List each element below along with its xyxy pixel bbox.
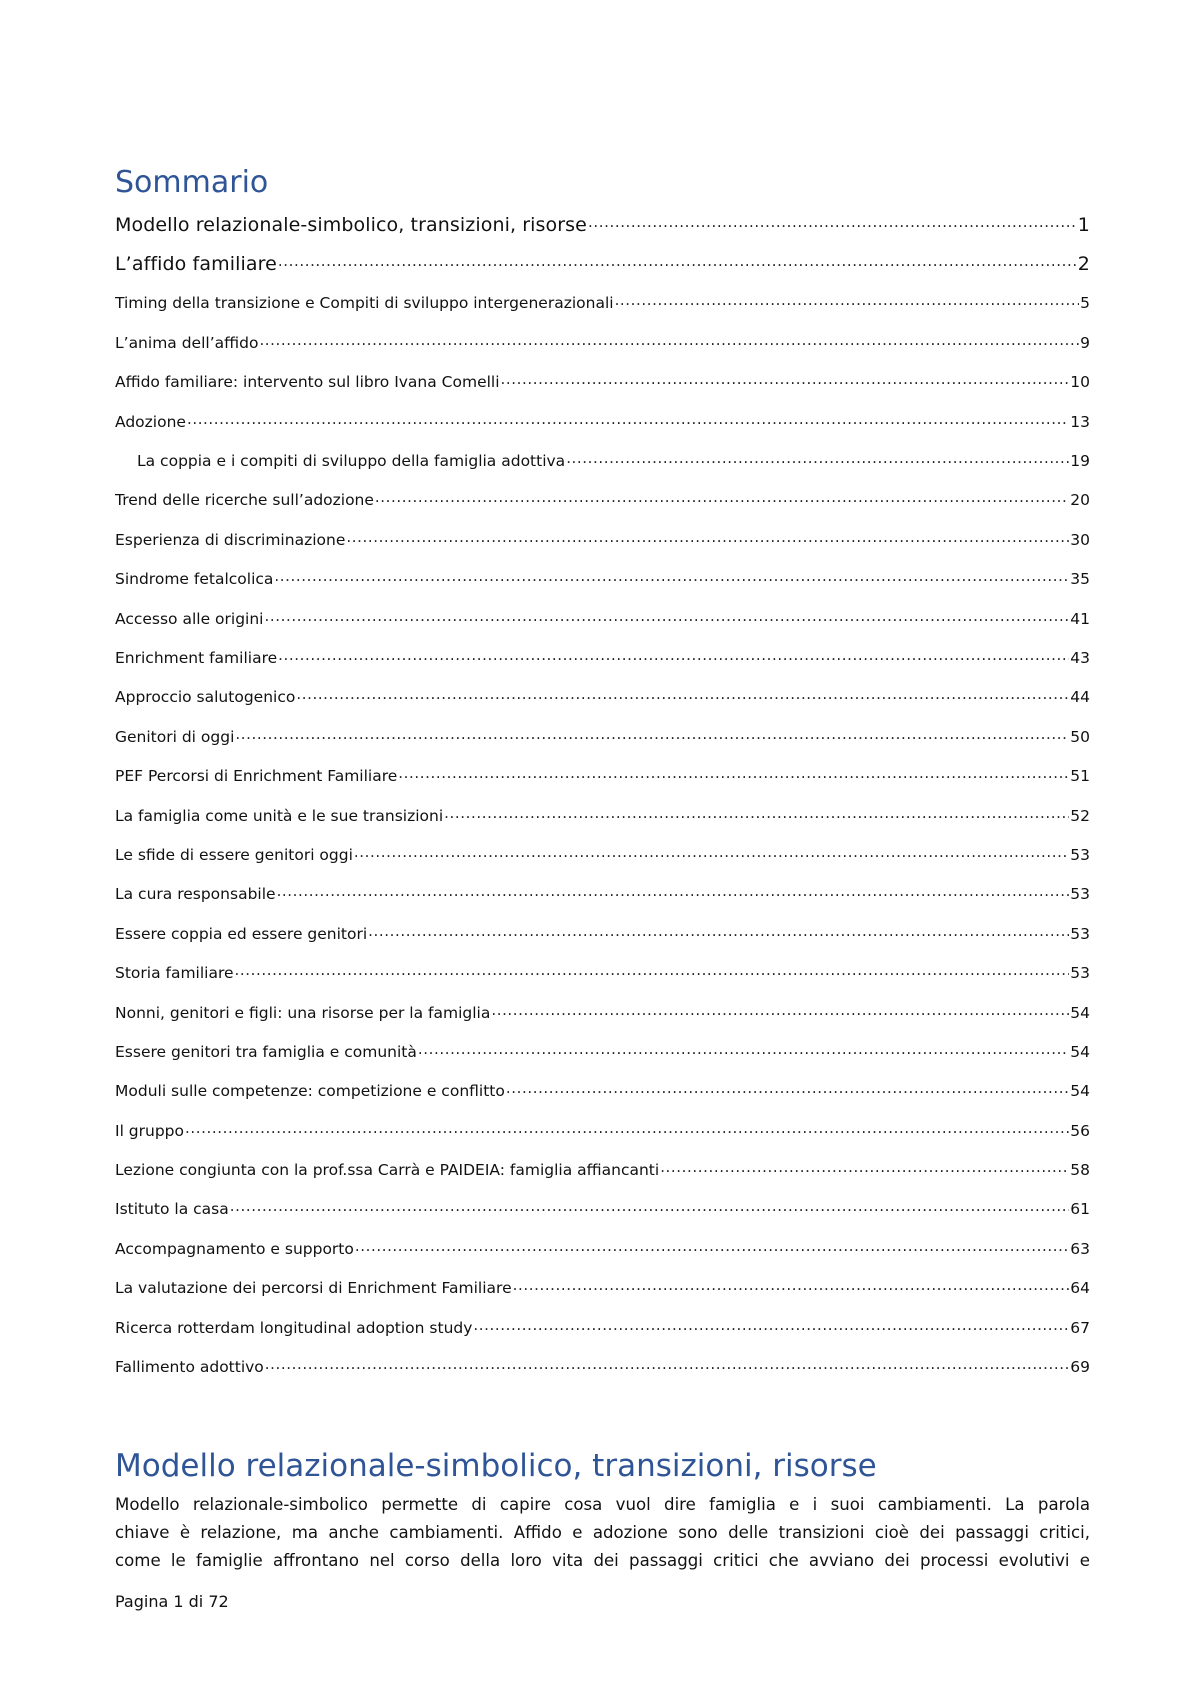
- toc-entry-label[interactable]: Moduli sulle competenze: competizione e conflitto: [115, 1082, 505, 1101]
- toc-entry[interactable]: [115, 1150, 1090, 1189]
- toc-entry-page-number[interactable]: 43: [1070, 648, 1090, 667]
- toc-entry-label[interactable]: Enrichment familiare: [115, 648, 278, 667]
- toc-entry[interactable]: [115, 599, 1090, 638]
- toc-entry[interactable]: [115, 638, 1090, 677]
- toc-entry-label[interactable]: Lezione congiunta con la prof.ssa Carrà e PAIDEIA: famiglia affiancanti: [115, 1161, 660, 1180]
- toc-entry-page-number[interactable]: 56: [1070, 1121, 1090, 1140]
- table-of-contents: [115, 205, 1090, 1387]
- body-line: come le famiglie affrontano nel corso della loro vita dei passaggi critici che avviano dei processi evolutivi e: [115, 1551, 1090, 1570]
- toc-entry[interactable]: [115, 1229, 1090, 1268]
- toc-entry-page-number[interactable]: 20: [1070, 491, 1090, 510]
- toc-entry[interactable]: [115, 796, 1090, 835]
- toc-entry-page-number[interactable]: 54: [1070, 1042, 1090, 1061]
- toc-entry-page-number[interactable]: 52: [1070, 806, 1090, 825]
- toc-entry-label[interactable]: Trend delle ricerche sull’adozione: [115, 491, 374, 510]
- toc-dot-leader: [506, 1083, 1069, 1099]
- toc-entry[interactable]: [115, 481, 1090, 520]
- toc-entry-page-number[interactable]: 54: [1070, 1082, 1090, 1101]
- toc-dot-leader: [444, 808, 1069, 824]
- toc-dot-leader: [375, 492, 1069, 508]
- toc-entry-page-number[interactable]: 5: [1080, 294, 1090, 313]
- toc-dot-leader: [187, 414, 1069, 430]
- toc-entry-label[interactable]: Storia familiare: [115, 964, 234, 983]
- toc-entry-page-number[interactable]: 53: [1070, 845, 1090, 864]
- toc-entry-page-number[interactable]: 67: [1070, 1318, 1090, 1337]
- toc-entry-page-number[interactable]: 1: [1077, 213, 1090, 236]
- toc-dot-leader: [501, 374, 1070, 390]
- toc-dot-leader: [278, 256, 1077, 272]
- toc-entry-label[interactable]: La famiglia come unità e le sue transizioni: [115, 806, 444, 825]
- toc-entry-page-number[interactable]: 69: [1070, 1358, 1090, 1377]
- toc-entry[interactable]: [115, 363, 1090, 402]
- toc-entry-label[interactable]: La valutazione dei percorsi di Enrichment Familiare: [115, 1279, 512, 1298]
- toc-entry-label[interactable]: Modello relazionale-simbolico, transizioni, risorse: [115, 213, 587, 236]
- toc-dot-leader: [278, 650, 1069, 666]
- toc-entry[interactable]: [115, 520, 1090, 559]
- toc-entry-label[interactable]: Essere coppia ed essere genitori: [115, 924, 368, 943]
- toc-entry-page-number[interactable]: 2: [1077, 253, 1090, 276]
- body-line: Modello relazionale-simbolico permette di capire cosa vuol dire famiglia e i suoi cambiamenti. La parola: [115, 1495, 1090, 1514]
- body-line: chiave è relazione, ma anche cambiamenti. Affido e adozione sono delle transizioni cioè dei passaggi critici,: [115, 1523, 1090, 1542]
- toc-entry-page-number[interactable]: 63: [1070, 1239, 1090, 1258]
- toc-dot-leader: [185, 1123, 1069, 1139]
- toc-entry[interactable]: [115, 441, 1090, 480]
- toc-entry[interactable]: [115, 1269, 1090, 1308]
- toc-entry[interactable]: [115, 284, 1090, 323]
- toc-entry-label[interactable]: L’affido familiare: [115, 253, 277, 276]
- toc-entry-label[interactable]: La coppia e i compiti di sviluppo della famiglia adottiva: [137, 452, 566, 471]
- toc-entry-page-number[interactable]: 9: [1080, 333, 1090, 352]
- toc-entry-label[interactable]: Adozione: [115, 412, 186, 431]
- toc-entry-label[interactable]: Affido familiare: intervento sul libro Ivana Comelli: [115, 373, 500, 392]
- toc-entry-page-number[interactable]: 35: [1070, 570, 1090, 589]
- toc-entry[interactable]: [115, 1111, 1090, 1150]
- toc-entry-page-number[interactable]: 53: [1070, 885, 1090, 904]
- toc-entry-page-number[interactable]: 44: [1070, 688, 1090, 707]
- toc-entry-label[interactable]: Timing della transizione e Compiti di sviluppo intergenerazionali: [115, 294, 614, 313]
- toc-title: Sommario: [115, 165, 269, 200]
- toc-entry[interactable]: [115, 323, 1090, 362]
- toc-entry-label[interactable]: Accesso alle origini: [115, 609, 264, 628]
- toc-dot-leader: [513, 1280, 1070, 1296]
- toc-dot-leader: [588, 217, 1077, 233]
- toc-entry-label[interactable]: Genitori di oggi: [115, 727, 235, 746]
- toc-entry-label[interactable]: Le sfide di essere genitori oggi: [115, 845, 353, 864]
- toc-dot-leader: [296, 689, 1069, 705]
- toc-entry-page-number[interactable]: 50: [1070, 727, 1090, 746]
- section-heading: Modello relazionale-simbolico, transizioni, risorse: [115, 1448, 877, 1484]
- toc-entry[interactable]: [115, 875, 1090, 914]
- toc-dot-leader: [354, 847, 1069, 863]
- toc-entry-page-number[interactable]: 10: [1070, 373, 1090, 392]
- toc-entry[interactable]: [115, 914, 1090, 953]
- toc-entry-page-number[interactable]: 53: [1070, 964, 1090, 983]
- toc-dot-leader: [355, 1241, 1069, 1257]
- toc-dot-leader: [418, 1044, 1069, 1060]
- toc-dot-leader: [265, 1359, 1069, 1375]
- toc-dot-leader: [274, 571, 1069, 587]
- toc-dot-leader: [566, 453, 1069, 469]
- toc-entry-page-number[interactable]: 13: [1070, 412, 1090, 431]
- toc-entry-label[interactable]: Essere genitori tra famiglia e comunità: [115, 1042, 417, 1061]
- toc-entry[interactable]: [115, 1190, 1090, 1229]
- toc-entry[interactable]: [115, 1347, 1090, 1386]
- toc-entry-page-number[interactable]: 61: [1070, 1200, 1090, 1219]
- toc-dot-leader: [230, 1201, 1070, 1217]
- toc-entry-label[interactable]: Accompagnamento e supporto: [115, 1239, 354, 1258]
- toc-entry[interactable]: [115, 244, 1090, 283]
- toc-dot-leader: [277, 886, 1070, 902]
- toc-entry-page-number[interactable]: 53: [1070, 924, 1090, 943]
- toc-entry-page-number[interactable]: 51: [1070, 767, 1090, 786]
- toc-dot-leader: [235, 965, 1070, 981]
- toc-entry[interactable]: [115, 835, 1090, 874]
- toc-entry-label[interactable]: Nonni, genitori e figli: una risorse per la famiglia: [115, 1003, 491, 1022]
- toc-entry-page-number[interactable]: 58: [1070, 1161, 1090, 1180]
- toc-dot-leader: [346, 532, 1069, 548]
- toc-entry-page-number[interactable]: 64: [1070, 1279, 1090, 1298]
- toc-dot-leader: [235, 729, 1069, 745]
- toc-entry-label[interactable]: Ricerca rotterdam longitudinal adoption study: [115, 1318, 473, 1337]
- toc-entry[interactable]: [115, 560, 1090, 599]
- toc-dot-leader: [473, 1320, 1069, 1336]
- toc-entry[interactable]: [115, 953, 1090, 992]
- toc-entry[interactable]: [115, 678, 1090, 717]
- toc-dot-leader: [368, 926, 1069, 942]
- toc-entry-page-number[interactable]: 30: [1070, 530, 1090, 549]
- toc-dot-leader: [615, 295, 1080, 311]
- toc-entry-label[interactable]: Fallimento adottivo: [115, 1358, 264, 1377]
- toc-entry-label[interactable]: Istituto la casa: [115, 1200, 229, 1219]
- toc-entry[interactable]: [115, 402, 1090, 441]
- toc-entry-label[interactable]: La cura responsabile: [115, 885, 276, 904]
- toc-entry-label[interactable]: PEF Percorsi di Enrichment Familiare: [115, 767, 398, 786]
- toc-dot-leader: [660, 1162, 1069, 1178]
- toc-entry[interactable]: [115, 1032, 1090, 1071]
- toc-dot-leader: [398, 768, 1069, 784]
- toc-entry-label[interactable]: Approccio salutogenico: [115, 688, 296, 707]
- toc-entry-label[interactable]: Il gruppo: [115, 1121, 185, 1140]
- toc-entry-label[interactable]: L’anima dell’affido: [115, 333, 259, 352]
- toc-entry-page-number[interactable]: 41: [1070, 609, 1090, 628]
- toc-entry-page-number[interactable]: 19: [1070, 452, 1090, 471]
- toc-dot-leader: [264, 611, 1069, 627]
- toc-entry[interactable]: [115, 756, 1090, 795]
- toc-entry-label[interactable]: Esperienza di discriminazione: [115, 530, 346, 549]
- toc-entry-label[interactable]: Sindrome fetalcolica: [115, 570, 274, 589]
- toc-entry-page-number[interactable]: 54: [1070, 1003, 1090, 1022]
- toc-entry[interactable]: [115, 993, 1090, 1032]
- toc-dot-leader: [491, 1005, 1069, 1021]
- toc-entry[interactable]: [115, 1308, 1090, 1347]
- toc-dot-leader: [259, 335, 1079, 351]
- toc-entry[interactable]: [115, 717, 1090, 756]
- section-body: [115, 1491, 1090, 1575]
- toc-entry[interactable]: [115, 1072, 1090, 1111]
- toc-entry[interactable]: [115, 205, 1090, 244]
- page-footer: Pagina 1 di 72: [115, 1592, 229, 1611]
